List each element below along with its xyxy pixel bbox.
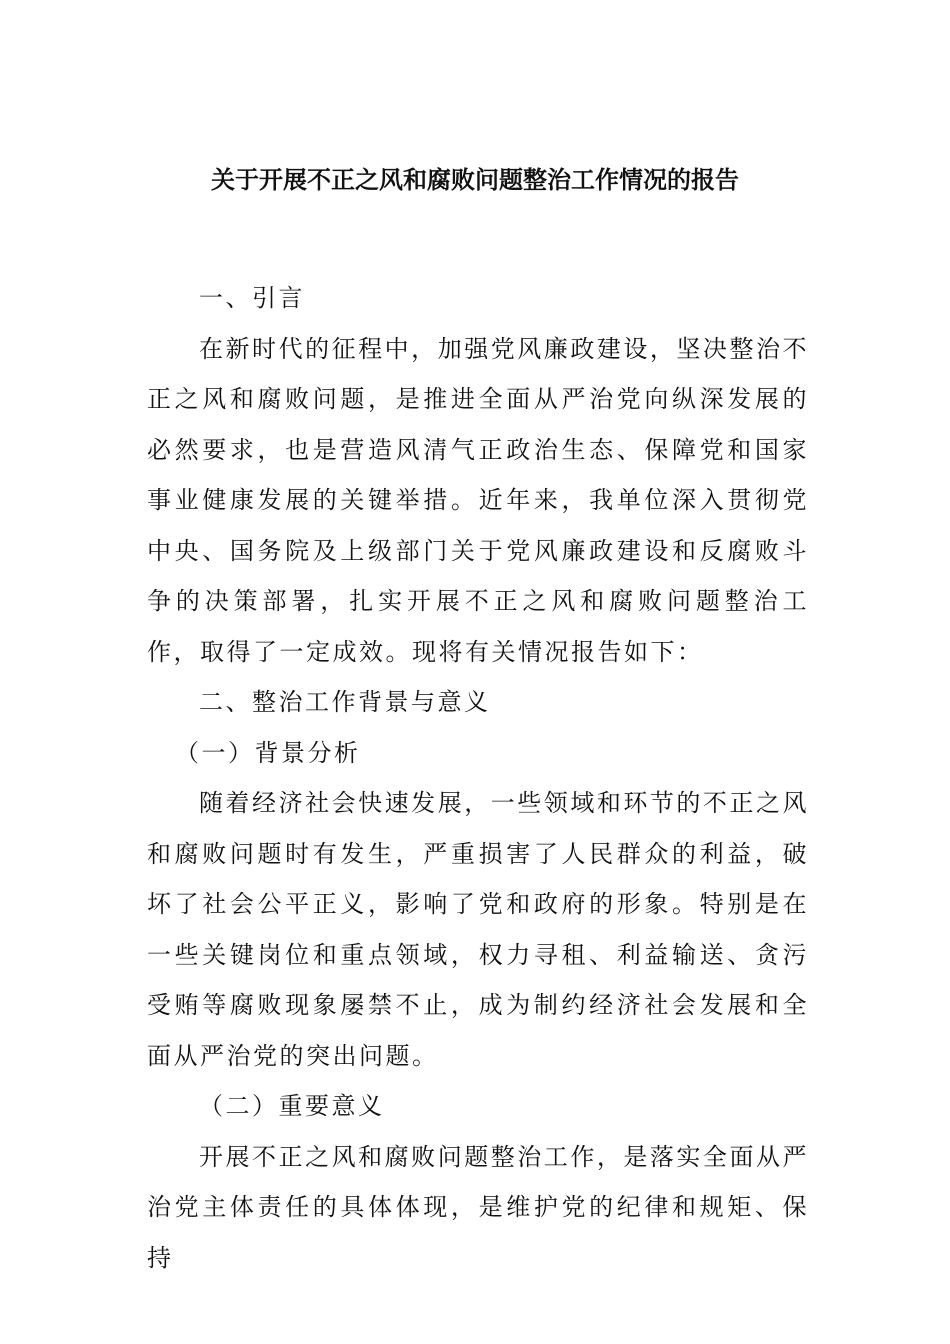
document-body [147, 273, 809, 1283]
document-title: 关于开展不正之风和腐败问题整治工作情况的报告 [211, 165, 739, 194]
section-heading-intro: 一、引言 [199, 284, 305, 312]
subsection-heading-significance: （二）重要意义 [199, 1092, 385, 1120]
section-heading-background: 二、整治工作背景与意义 [199, 688, 491, 716]
subsection-heading-analysis: （一）背景分析 [175, 738, 361, 767]
paragraph-significance: 开展不正之风和腐败问题整治工作，是落实全面从严治党主体责任的具体体现，是维护党的纪律和规矩、保持 [147, 1142, 809, 1272]
paragraph-analysis: 随着经济社会快速发展，一些领域和环节的不正之风和腐败问题时有发生，严重损害了人民群众的利益，破坏了社会公平正义，影响了党和政府的形象。特别是在一些关键岗位和重点领域，权力寻租、利益输送、贪污受贿等腐败现象屡禁不止，成为制约经济社会发展和全面从严治党的突出问题。 [147, 789, 809, 1070]
paragraph-intro: 在新时代的征程中，加强党风廉政建设，坚决整治不正之风和腐败问题，是推进全面从严治党向纵深发展的必然要求，也是营造风清气正政治生态、保障党和国家事业健康发展的关键举措。近年来，我单位深入贯彻党中央、国务院及上级部门关于党风廉政建设和反腐败斗争的决策部署，扎实开展不正之风和腐败问题整治工作，取得了一定成效。现将有关情况报告如下： [147, 334, 809, 666]
